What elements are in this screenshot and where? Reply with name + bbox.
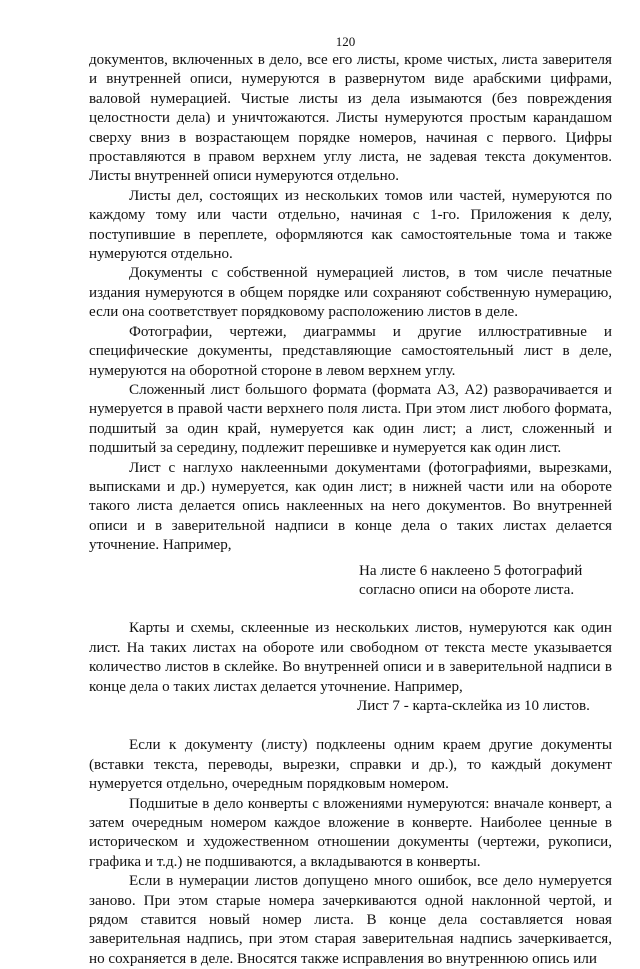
document-page [89, 34, 612, 969]
paragraph-6: Лист с наглухо наклеенными документами (фотографиями, вырезками, выписками и др.) нумеруется, как один лист; в нижней части или на обороте такого листа делается опись наклеенных на него документов. Во внутренней описи и в заверительной надписи в конце дела о таких листах делается уточнение. Например, [89, 459, 612, 554]
paragraph-5: Сложенный лист большого формата (формата А3, А2) разворачивается и нумеруется в правой части верхнего поля листа. При этом лист любого формата, подшитый за один край, нумеруется как один лист; а лист, сложенный и подшитый за середину, подлежит перешивке и нумеруется как один лист. [89, 381, 612, 457]
page-number: 120 [335, 34, 356, 49]
paragraph-7: Если к документу (листу) подклеены одним краем другие документы (вставки текста, переводы, вырезки, справки и др.), то каждый документ нумеруется отдельно, очередным порядковым номером. [89, 737, 612, 793]
example-photos-line-1: На листе 6 наклеено 5 фотографий [359, 562, 583, 579]
paragraph-2: Листы дел, состоящих из нескольких томов или частей, нумеруются по каждому тому или части отдельно, начиная с 1-го. Приложения к делу, поступившие в переплете, оформляются как самостоятельные тома и также нумеруются отдельно. [89, 187, 612, 263]
paragraph-1: документов, включенных в дело, все его листы, кроме чистых, листа заверителя и внутренней описи, нумеруются в развернутом виде арабскими цифрами, валовой нумерацией. Чистые листы из дела изымаются (без повреждения целостности дела) и уничтожаются. Листы нумеруются простым карандашом сверху вниз в возрастающем порядке номеров, начиная с первого. Цифры проставляются в правом верхнем углу листа, не задевая текста документов. Листы внутренней описи нумеруются отдельно. [89, 52, 612, 185]
example-map: Лист 7 - карта-склейка из 10 листов. [357, 698, 590, 714]
paragraph-3: Документы с собственной нумерацией листов, в том числе печатные издания нумеруются в общем порядке или сохраняют собственную нумерацию, если она соответствует порядковому расположению листов в деле. [89, 265, 612, 321]
paragraph-maps: Карты и схемы, склеенные из нескольких листов, нумеруются как один лист. На таких листах на обороте или свободном от текста месте указывается количество листов в склейке. Во внутренней описи и в заверительной надписи в конце дела о таких листах делается уточнение. Например, [89, 620, 612, 695]
example-photos [89, 562, 612, 601]
paragraph-9: Если в нумерации листов допущено много ошибок, все дело нумеруется заново. При этом старые номера зачеркиваются одной наклонной чертой, и рядом ставится новый номер листа. В конце дела составляется новая заверительная надпись, при этом старая заверительная надпись зачеркивается, но сохраняется в деле. Вносятся также исправления во внутреннюю опись или [89, 873, 612, 967]
spacer [89, 600, 612, 619]
paragraph-4: Фотографии, чертежи, диаграммы и другие иллюстративные и специфические документы, представляющие самостоятельный лист в деле, нумеруются на оборотной стороне в левом верхнем углу. [89, 323, 612, 379]
spacer [89, 716, 612, 736]
paragraph-8: Подшитые в дело конверты с вложениями нумеруются: вначале конверт, а затем очередным номером каждое вложение в конверте. Наиболее ценные в историческом и художественном отношении документы (чертежи, рукописи, графика и т.д.) не подшиваются, а вкладываются в конверты. [89, 795, 612, 870]
example-photos-line-2: согласно описи на обороте листа. [359, 581, 575, 598]
